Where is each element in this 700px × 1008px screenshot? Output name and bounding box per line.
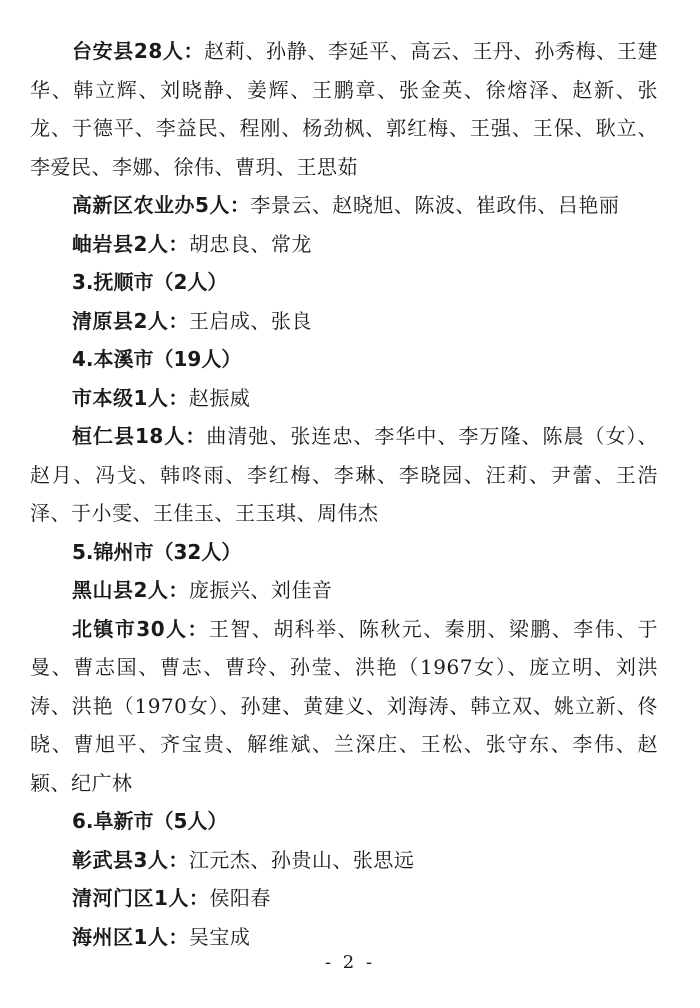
district-count-label: 黑山县2人： — [72, 578, 189, 602]
section-heading: 5.锦州市（32人） — [72, 539, 242, 564]
name-list-paragraph — [30, 841, 658, 880]
name-list: 吴宝成 — [188, 924, 251, 949]
name-list: 曲清弛、张连忠、李华中、李万隆、陈晨（女）、赵月、冯戈、韩咚雨、李红梅、李琳、李晓园、汪莉、尹蕾、王浩泽、于小雯、王佳玉、王玉琪、周伟杰 — [30, 424, 658, 525]
section-heading: 4.本溪市（19人） — [72, 347, 242, 371]
district-count-label: 台安县28人： — [72, 39, 205, 63]
name-list: 赵莉、孙静、李延平、高云、王丹、孙秀梅、王建华、韩立辉、刘晓静、姜辉、王鹏章、张金英、徐熔泽、赵新、张龙、于德平、李益民、程刚、杨劲枫、郭红梅、王强、王保、耿立、李爱民、李娜、徐伟、曹玥、王思茹 — [30, 39, 658, 179]
name-list: 李景云、赵晓旭、陈波、崔政伟、吕艳丽 — [250, 193, 620, 217]
name-list: 江元杰、孙贵山、张思远 — [188, 847, 415, 872]
name-list-paragraph — [30, 417, 658, 533]
district-count-label: 清原县2人： — [72, 308, 189, 333]
name-list: 侯阳春 — [209, 886, 271, 910]
document-body — [30, 32, 658, 956]
name-list-paragraph — [30, 610, 658, 803]
name-list: 赵振威 — [188, 385, 251, 410]
district-count-label: 市本级1人： — [72, 385, 189, 410]
name-list-paragraph — [30, 571, 658, 610]
name-list-paragraph — [30, 186, 658, 225]
district-count-label: 桓仁县18人： — [72, 424, 207, 448]
district-count-label: 海州区1人： — [72, 924, 189, 949]
name-list: 王智、胡科举、陈秋元、秦朋、梁鹏、李伟、于曼、曹志国、曹志、曹玲、孙莹、洪艳（1967女）、庞立明、刘洪涛、洪艳（1970女）、孙建、黄建义、刘海涛、韩立双、姚立新、佟晓、曹旭平、齐宝贵、解维斌、兰深庄、王松、张守东、李伟、赵颖、纪广林 — [30, 616, 659, 795]
district-count-label: 岫岩县2人： — [72, 231, 189, 256]
name-list-paragraph — [30, 918, 658, 957]
name-list-paragraph — [30, 379, 658, 418]
section-heading: 3.抚顺市（2人） — [72, 270, 228, 294]
district-count-label: 清河门区1人： — [72, 886, 210, 910]
name-list: 庞振兴、刘佳音 — [188, 578, 333, 602]
name-list-paragraph — [30, 32, 658, 186]
name-list-paragraph — [30, 302, 658, 341]
name-list-paragraph — [30, 225, 658, 264]
name-list: 王启成、张良 — [188, 308, 312, 333]
name-list: 胡忠良、常龙 — [188, 231, 312, 256]
district-count-label: 彰武县3人： — [72, 847, 189, 872]
page-number: - 2 - — [324, 952, 376, 973]
district-count-label: 高新区农业办5人： — [72, 193, 251, 217]
section-heading: 6.阜新市（5人） — [72, 809, 228, 833]
district-count-label: 北镇市30人： — [72, 616, 209, 641]
name-list-paragraph — [30, 879, 658, 918]
